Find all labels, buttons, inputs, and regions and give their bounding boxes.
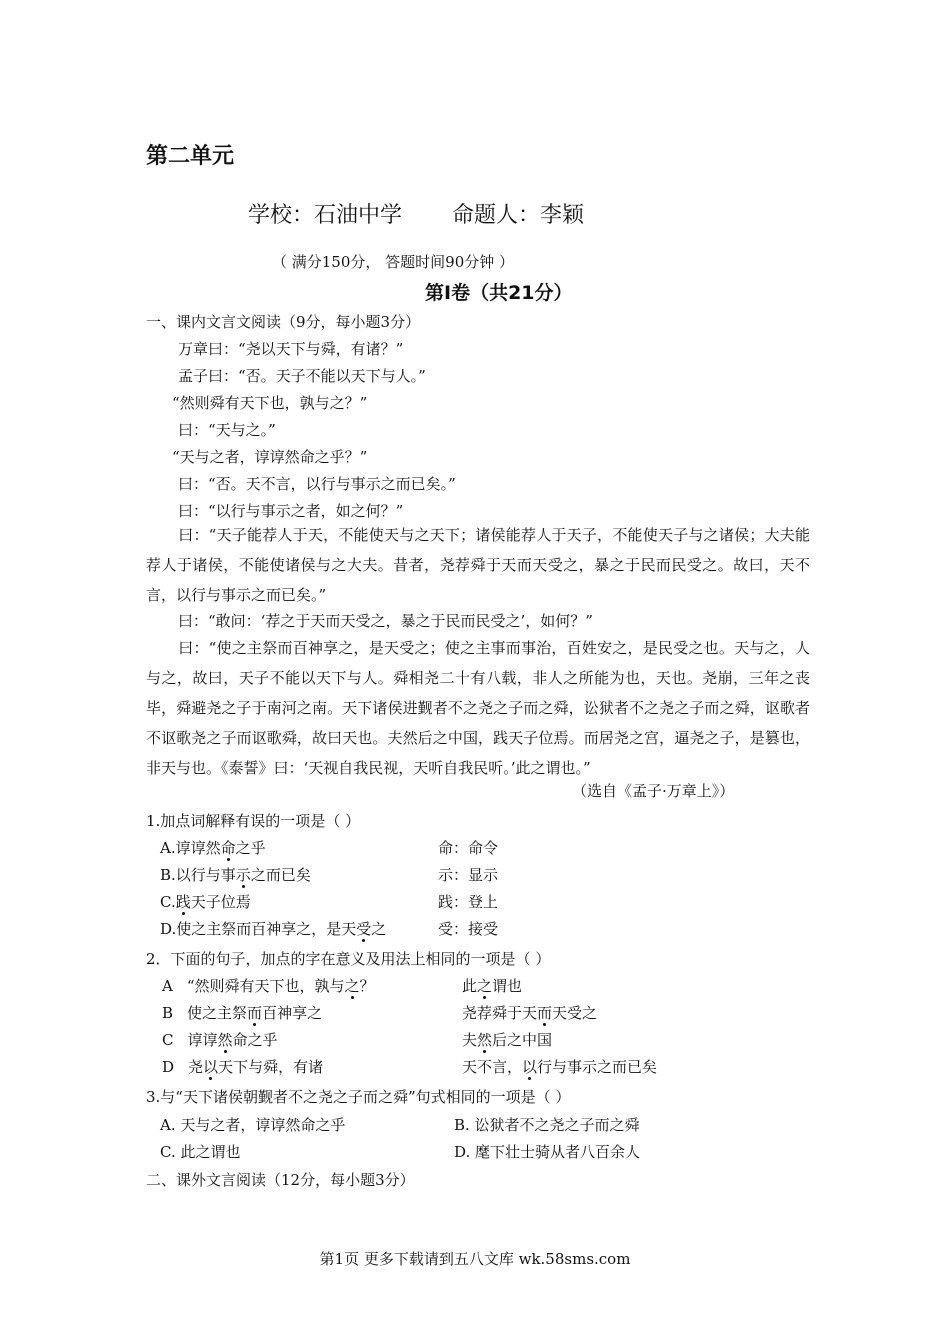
q1-gloss-d: 受：接受 [438,920,499,938]
q2-option-b-right: 尧荐舜于天而天受之 [462,1004,598,1022]
q3-option-c: C. 此之谓也 [160,1143,241,1161]
score-info: （ 满分150分， 答题时间90分钟 ） [272,253,515,271]
passage-paragraph [146,520,810,610]
dotted-char: 然 [217,1031,233,1049]
dialogue-line: 曰：“以行与事示之者，如之何？” [178,502,404,520]
paragraph-text: 曰：“敢问：‘荐之于天而天受之，暴之于民而民受之’，如何？” [178,612,593,630]
q1-gloss-b: 示：显示 [438,866,499,884]
q3-option-a: A. 天与之者，谆谆然命之乎 [160,1116,346,1134]
q2-option-d: D 尧以天下与舜，有诸 [162,1058,324,1076]
dotted-char: 以 [522,1058,538,1076]
q2-option-a: A “然则舜有天下也，孰与之？ [162,977,375,995]
q1-option-c: C.践天子位焉 [160,893,251,911]
q2-option-d-right: 天不言，以行与事示之而已矣 [462,1058,658,1076]
dotted-char: 受 [356,920,372,938]
dialogue-line: “天与之者，谆谆然命之乎？” [172,448,368,466]
dotted-char: 践 [175,893,191,911]
dialogue-line: 曰：“天与之。” [178,421,276,439]
dotted-char: 之 [344,977,360,995]
passage-paragraph [146,606,810,636]
dotted-char: 而 [247,1004,263,1022]
q1-option-d: D.使之主祭而百神享之，是天受之 [160,920,387,938]
dialogue-line: “然则舜有天下也，孰与之？” [172,394,368,412]
q2-option-c: C 谆谆然命之乎 [162,1031,278,1049]
unit-title: 第二单元 [146,144,235,169]
page-footer: 第1页 更多下载请到五八文库 wk.58sms.com [319,1250,631,1268]
volume-title: 第Ⅰ卷（共21分） [425,282,573,304]
dialogue-line: 万章曰：“尧以天下与舜，有诸？” [178,340,404,358]
dotted-char: 以 [203,1058,219,1076]
dotted-char: 示 [235,866,251,884]
dotted-char: 之 [477,977,493,995]
passage-paragraph [146,633,810,783]
dotted-char: 而 [537,1004,553,1022]
q2-option-c-right: 夫然后之中国 [462,1031,553,1049]
section1-heading: 一、课内文言文阅读（9分，每小题3分） [146,313,421,331]
author-name: 命题人：李颖 [452,203,585,228]
q3-option-b: B. 讼狱者不之尧之子而之舜 [454,1116,640,1134]
q1-stem: 1.加点词解释有误的一项是（ ） [146,812,361,830]
dialogue-line: 曰：“否。天不言，以行与事示之而已矣。” [178,475,456,493]
dialogue-line: 孟子曰：“否。天子不能以天下与人。” [178,367,426,385]
q1-option-b: B.以行与事示之而已矣 [160,866,311,884]
section2-heading: 二、课外文言阅读（12分，每小题3分） [146,1171,415,1189]
paragraph-text: 曰：“天子能荐人于天，不能使天与之天下；诸侯能荐人于天子，不能使天子与之诸侯；大夫能荐人于诸侯，不能使诸侯与之大夫。昔者，尧荐舜于天而天受之，暴之于民而民受之。故曰，天不言，以行与事示之而已矣。” [146,526,810,604]
school-name: 学校：石油中学 [248,203,403,228]
q2-option-b: B 使之主祭而百神享之 [162,1004,323,1022]
school-author-line [248,198,584,229]
q1-gloss-c: 践：登上 [438,893,499,911]
q3-stem: 3.与“天下诸侯朝觐者不之尧之子而之舜”句式相同的一项是（ ） [146,1088,571,1106]
q1-gloss-a: 命：命令 [438,839,499,857]
q2-stem: 2．下面的句子，加点的字在意义及用法上相同的一项是（ ） [146,950,551,968]
dotted-char: 命 [220,839,236,857]
q3-option-d: D. 麾下壮士骑从者八百余人 [454,1143,641,1161]
dotted-char: 然 [477,1031,493,1049]
paragraph-text: 曰：“使之主祭而百神享之，是天受之；使之主事而事治，百姓安之，是民受之也。天与之，人与之，故曰，天子不能以天下与人。舜相尧二十有八载，非人之所能为也，天也。尧崩，三年之丧毕，舜避尧之子于南河之南。天下诸侯进觐者不之尧之子而之舜，讼狱者不之尧之子而之舜，讴歌者不讴歌尧之子而讴歌舜，故曰天也。夫然后之中国，践天子位焉。而居尧之宫，逼尧之子，是篡也，非天与也。《泰誓》曰：‘天视自我民视，天听自我民听。’此之谓也。” [146,639,810,777]
q1-option-a: A.谆谆然命之乎 [160,839,266,857]
q2-option-a-right: 此之谓也 [462,977,523,995]
passage-source: （选自《孟子·万章上》） [572,782,735,800]
